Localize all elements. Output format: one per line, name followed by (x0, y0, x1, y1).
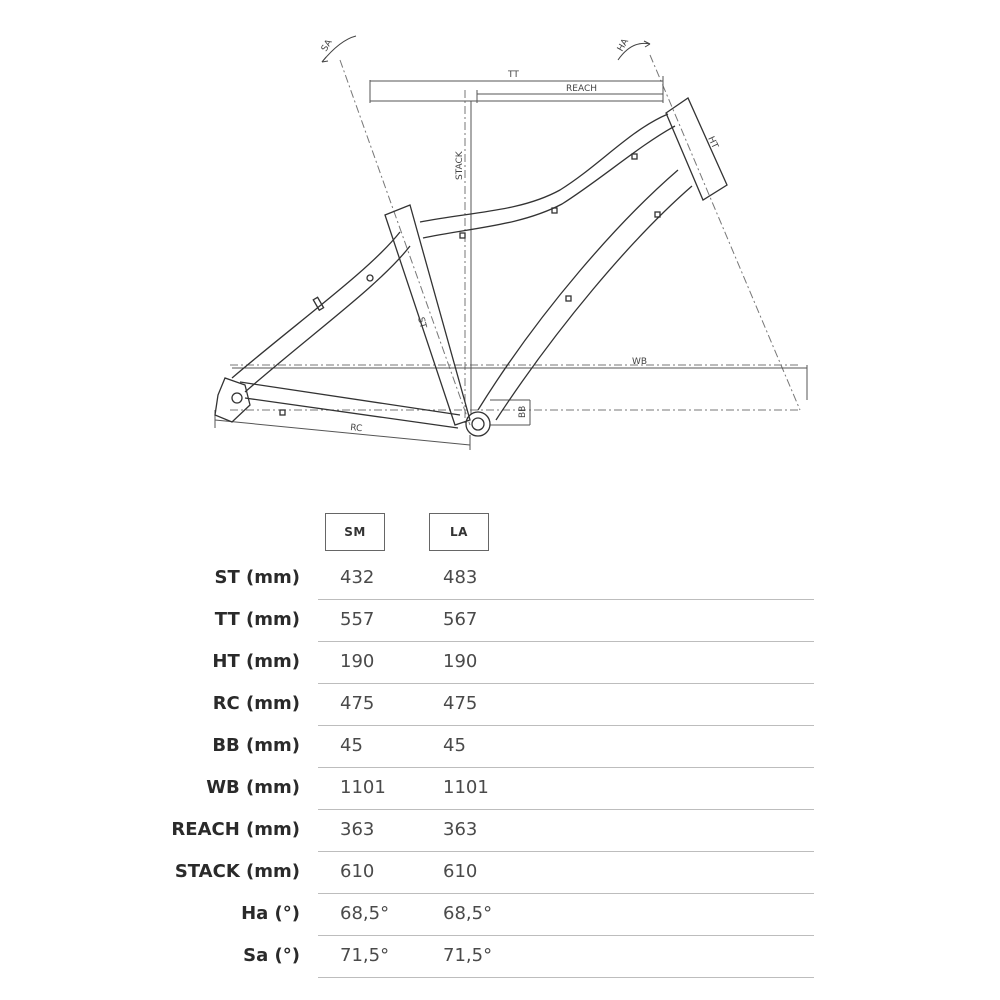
row-label: BB (mm) (212, 735, 300, 756)
cell-sm: 432 (340, 567, 375, 588)
cell-sm: 475 (340, 693, 375, 714)
row-divider (318, 767, 814, 768)
angle-markers (319, 36, 650, 62)
row-label: WB (mm) (206, 777, 300, 798)
frame-geometry-diagram (0, 0, 1000, 470)
label-tt: TT (508, 70, 519, 80)
label-bb: BB (518, 405, 528, 418)
dimension-lines (215, 76, 807, 450)
row-divider (318, 893, 814, 894)
row-divider (318, 977, 814, 978)
cell-la: 71,5° (443, 945, 493, 966)
cell-sm: 1101 (340, 777, 386, 798)
cell-sm: 557 (340, 609, 375, 630)
cell-sm: 45 (340, 735, 363, 756)
label-stack: STACK (455, 151, 465, 180)
row-divider (318, 809, 814, 810)
row-label: Sa (°) (243, 945, 300, 966)
cell-sm: 68,5° (340, 903, 390, 924)
cell-la: 363 (443, 819, 478, 840)
cell-la: 68,5° (443, 903, 493, 924)
cell-sm: 71,5° (340, 945, 390, 966)
row-label: HT (mm) (212, 651, 300, 672)
row-label: STACK (mm) (174, 861, 300, 882)
label-rc: RC (349, 423, 363, 435)
row-label: Ha (°) (241, 903, 300, 924)
row-divider (318, 935, 814, 936)
size-header-la: LA (429, 513, 489, 551)
row-label: ST (mm) (214, 567, 300, 588)
cell-la: 475 (443, 693, 478, 714)
row-label: TT (mm) (214, 609, 300, 630)
construction-lines (230, 55, 800, 425)
label-ha: HA (615, 37, 632, 54)
row-divider (318, 641, 814, 642)
cell-la: 45 (443, 735, 466, 756)
label-wb: WB (632, 357, 648, 367)
label-sa: SA (319, 38, 335, 54)
cell-la: 483 (443, 567, 478, 588)
cell-la: 567 (443, 609, 478, 630)
label-reach: REACH (566, 84, 597, 94)
size-header-sm: SM (325, 513, 385, 551)
cell-sm: 363 (340, 819, 375, 840)
cell-sm: 610 (340, 861, 375, 882)
row-divider (318, 683, 814, 684)
cell-sm: 190 (340, 651, 375, 672)
row-label: REACH (mm) (171, 819, 300, 840)
label-ht: HT (705, 135, 720, 151)
row-divider (318, 851, 814, 852)
cell-la: 610 (443, 861, 478, 882)
cell-la: 1101 (443, 777, 489, 798)
row-label: RC (mm) (212, 693, 300, 714)
cell-la: 190 (443, 651, 478, 672)
label-st: ST (415, 316, 428, 330)
row-divider (318, 599, 814, 600)
row-divider (318, 725, 814, 726)
